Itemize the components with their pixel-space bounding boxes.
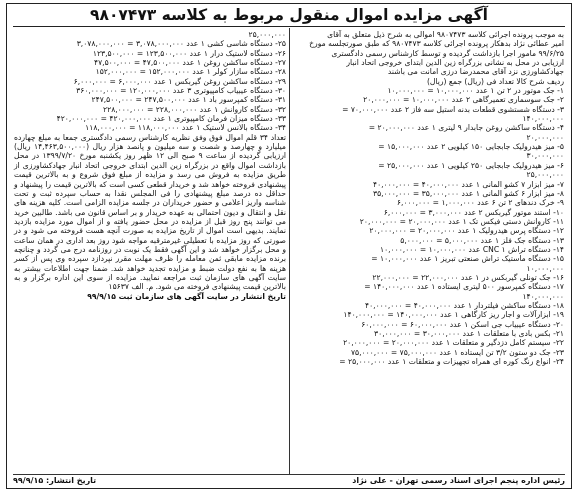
item-row: ۲۸- دستگاه سازار کولر ۱ عدد ۱۵۲,۰۰۰,۰۰۰ = ۱۵۲,۰۰۰,۰۰۰ [95,67,286,77]
items-list-right [293,86,564,366]
notice-footer [13,474,565,487]
item-row: ۳۱- دستگاه کمپرسور باد ۱ عدد ۲۴۷,۵۰۰,۰۰۰ = ۲۴۷,۵۰۰,۰۰۰ [91,95,286,105]
item-row: ۱۴۰,۰۰۰,۰۰۰ [522,114,564,124]
right-column [289,28,567,474]
notice-title: آگهی مزایده اموال منقول مربوط به کلاسه ۹۸۰۷۴۷۳ [13,4,565,27]
intro-line: ردیف شرح کالا تعداد فی (ریال) جمع (ریال) [426,76,564,86]
item-row: ۱۴۰,۰۰۰,۰۰۰ [522,291,564,301]
item-row: ۲۶- دستگاه لاستیک درار ۱ عدد ۱۲۳,۵۰۰,۰۰۰ = ۱۲۳,۵۰۰,۰۰۰ [92,48,286,58]
item-row: ۳۴- دستگاه بالانس لاستیک ۱ عدد ۱۱۸,۰۰۰,۰۰۰ = ۱۱۸,۰۰۰,۰۰۰ [85,123,286,133]
intro-line: به موجب پرونده اجرائی کلاسه ۹۸۰۷۴۷۳ اموالی به شرح ذیل متعلق به آقای [327,30,564,39]
publish-date-line: تاریخ انتشار در سایت آگهی های سازمان ثبت ۹۹/۹/۱۵ [87,291,286,301]
left-column [11,28,289,474]
item-row: ۱۱- کاروانش دستی فیکس تک ۱ عدد ۲۰,۰۰۰,۰۰۰ = ۲۰,۰۰۰,۰۰۰ [359,216,564,226]
item-row: ۹- خرک دندهای ۲ تن ۶ عدد ۱,۰۰۰,۰۰۰ = ۶,۰۰۰,۰۰۰ [396,198,564,208]
item-row: ۵- میز هیدرولیک جابجایی ۱۵۰ کیلویی ۲ عدد ۱۵,۰۰۰,۰۰۰ = [378,142,564,152]
item-row: ۶- میز هیدرولیک جابجایی ۲۵۰ کیلویی ۱ عدد ۲۵,۰۰۰,۰۰۰ = [378,160,564,170]
item-row: ۱۰,۰۰۰,۰۰۰ [526,263,564,273]
item-row: ۸- میز ابزار ۶ کشو المانی ۱ عدد ۳۵,۰۰۰,۰۰۰ = ۳۵,۰۰۰,۰۰۰ [372,188,564,198]
item-row: ۲۵,۰۰۰,۰۰۰ [248,30,286,39]
item-row: ۲۰,۰۰۰,۰۰۰ [526,132,564,142]
item-row: ۳۳- دستگاه میزان فرمان کامپیوتری ۱ عدد ۴۲۰,۰۰۰,۰۰۰ = ۴۲۰,۰۰۰,۰۰۰ [56,114,286,124]
item-row: ۱۵- دستگاه ماستیک تراش صنعتی تبریز ۱ عدد ۱۰,۰۰۰,۰۰۰ = [371,254,564,264]
item-row: ۱۴- دستگاه تراش CNC ۱ عدد ۱۰,۰۰۰,۰۰۰ = ۱۰,۰۰۰,۰۰۰ [379,244,564,254]
item-row: ۲۷- دستگاه ساکشن روغن ۱ عدد ۴۷,۵۰۰,۰۰۰ = ۴۷,۵۰۰,۰۰۰ [94,58,286,68]
item-row: ۲۵- دستگاه شاسی کشی ۱ عدد ۳,۰۷۸,۰۰۰,۰۰۰ = ۳,۰۷۸,۰۰۰,۰۰۰ [76,39,286,49]
item-row: ۲۲- سیستم کامل دزدگیر و متعلقات ۱ عدد ۲۰,۰۰۰,۰۰۰ = ۲۰,۰۰۰,۰۰۰ [343,338,564,348]
items-list-left [14,30,286,133]
item-row: ۲۴- انواع رنگ کوره ای همراه تجهیزات و متعلقات ۱ عدد ۲۵,۰۰۰,۰۰۰ = [339,357,564,367]
item-row: ۲۰- دستگاه عیبیاب جی اسکن ۱ عدد ۶۰,۰۰۰,۰۰۰ = ۶۰,۰۰۰,۰۰۰ [361,319,564,329]
item-row: ۱۸- دستگاه ساکشن فیلتردار ۱ عدد ۴۰,۰۰۰,۰۰۰ = ۴۰,۰۰۰,۰۰۰ [365,300,564,310]
intro-line: ۹۹/۶/۲۵ مامور اجرا بازداشت گردیده و توسط کارشناس رسمی دادگستری [331,48,564,58]
item-row: ۱۳- دستگاه جک فلز ۱ عدد ۵,۰۰۰,۰۰۰ = ۵,۰۰۰,۰۰۰ [400,235,564,245]
item-row: ۱۰- استند موتور گیربکس ۲ عدد ۳,۰۰۰,۰۰۰ = ۶,۰۰۰,۰۰۰ [383,207,564,217]
intro-line: ارزیابی در محل به نشانی بزرگراه زین الدین ابتدای خروجی اتحاد انبار [346,58,564,68]
item-row: ۲۳- جک دو ستون ۳/۲ تن ایستاده ۱ عدد ۷۵,۰۰۰,۰۰۰ = ۷۵,۰۰۰,۰۰۰ [350,347,564,357]
auction-notice [6,3,572,489]
item-row: ۳۲- دستگاه کاروانش ۱ عدد ۲۲۸,۰۰۰,۰۰۰ = ۲۲۸,۰۰۰,۰۰۰ [103,104,286,114]
intro-line: امیر عطائی نژاد بدهکار پرونده اجرائی کلاسه ۹۸۰۷۴۷۳ که طبق صورتجلسه مورخ [309,39,564,49]
item-row: ۴- دستگاه ساکشن روغن جابدار ۹ لیتری ۱ عدد ۲۰,۰۰۰,۰۰۰ = [368,123,564,133]
item-row: ۷- میز ابزار ۷ کشو المانی ۱ عدد ۴۰,۰۰۰,۰۰۰ = ۴۰,۰۰۰,۰۰۰ [372,179,564,189]
item-row: ۱۶- جک تونلی گیربکس در ۱ عدد ۲۲,۰۰۰,۰۰۰ = ۲۲,۰۰۰,۰۰۰ [372,272,564,282]
signature-line: رئیس اداره پنجم اجرای اسناد رسمی تهران - علی نژاد [352,476,565,485]
footer-date: تاریخ انتشار: ۹۹/۹/۱۵ [13,476,97,485]
item-row: ۳۰- دستگاه عیبیاب کامپیوتری ۳ عدد ۱۲۰,۰۰۰,۰۰۰ = ۳۶۰,۰۰۰,۰۰۰ [76,86,286,96]
intro-block [293,30,564,86]
item-row: ۱۷- دستگاه کمپرسور ۵۰۰ لیتری ایستاده ۱ عدد ۱۴۰,۰۰۰,۰۰۰ = [364,282,564,292]
notice-columns [11,28,567,474]
item-row: ۳- دستگاه شستشوی قطعات بدنه استیل سه فاز ۲ عدد ۷۰,۰۰۰,۰۰۰ = [342,104,564,114]
item-row: ۱۹- ابزارآلات و اجار ریز کارگاهی ۱ عدد ۱۴۰,۰۰۰,۰۰۰ = ۱۴۰,۰۰۰,۰۰۰ [343,310,564,320]
item-row: ۱- جک موتور در ۲ تن ۱ عدد ۱۰,۰۰۰,۰۰۰ = ۱۰,۰۰۰,۰۰۰ [387,86,564,96]
item-row: ۲- جک سوسماری تعمیرگاهی ۲ عدد ۱۰,۰۰۰,۰۰۰ = ۲۰,۰۰۰,۰۰۰ [363,95,564,105]
item-row: ۳۰,۰۰۰,۰۰۰ [526,151,564,161]
item-row: ۱۲- دستگاه پرس هیدرولیک ۱ عدد ۲۰,۰۰۰,۰۰۰ = ۲۰,۰۰۰,۰۰۰ [369,226,564,236]
notice-body: تعداد ۳۴ قلم اموال فوق وفق نظریه کارشناس رسمی دادگستری جمعا به مبلغ چهارده میلیارد و چهارصد و شصت و سه میلیون و پانصد هزار ریال (۱۴,۴۶۳,۵۰۰,۰۰۰ ریال) ارزیابی گردیده از ساعت ۹ صبح الی ۱۲ ظهر روز یکشنبه مورخ ۱۳۹۹/۷/۲۰ در محل بازداشت اموال واقع در بزرگراه زین الدین ابتدای خروجی اتحاد انبار جهادکشاورزی از طریق مزایده به فروش می رسد و مزایده از مبلغ فوق شروع و به بالاترین قیمت پیشنهادی فروخته خواهد شد و خریدار قطعی کسی است که بالاترین قیمت را پیشنهاد و حداقل ده درصد مبلغ پیشنهادی را فی المجلس نقدا به حساب سپرده ثبت و تحت شناسه واریز اعلامی و حضور خریداران در جلسه مزایده الزامی است. کلیه هزینه های نقل و انتقال و دیون احتمالی به عهده خریدار و بر اساس قانون می باشد. طالبین خرید می توانند پنج روز قبل از مزایده در محل حضور یافته و از اموال مورد مزایده بازدید نمایند. بدیهی است اموال از تاریخ مزایده به صورت آنچه هست فروخته می شود و در صورتی که روز مزایده با تعطیلی غیرمترقبه مواجه شود روز بعد اداری در همان ساعت و محل برگزار خواهد شد و این آگهی فقط یک نوبت در روزنامه درج می گردد و چنانچه برنده مزایده مابقی ثمن معامله را ظرف مهلت مقرر نپردازد سپرده وی پس از کسر هزینه ها به نفع دولت ضبط و مزایده تجدید خواهد شد. ضمنا جهت اطلاعات بیشتر به سایت آگهی های سازمان ثبت مراجعه نمایید. مزایده از سوی این اداره برگزار و به بالاترین قیمت پیشنهادی فروخته می شود. م. الف ۱۵۶۳۷ [14,132,286,292]
item-row: ۲۹- دستگاه ساکشن روغن گیربکس ۱ عدد ۶,۰۰۰,۰۰۰ = ۶,۰۰۰,۰۰۰ [73,76,286,86]
item-row: ۲۱- بکس بادی با متعلقات ۱ عدد ۳۰,۰۰۰,۰۰۰ = ۳۰,۰۰۰,۰۰۰ [374,329,564,338]
item-row: ۲۵,۰۰۰,۰۰۰ [526,170,564,180]
intro-line: جهادکشاورزی نزد آقای محمدرضا درزی امانت می باشند [387,67,564,77]
